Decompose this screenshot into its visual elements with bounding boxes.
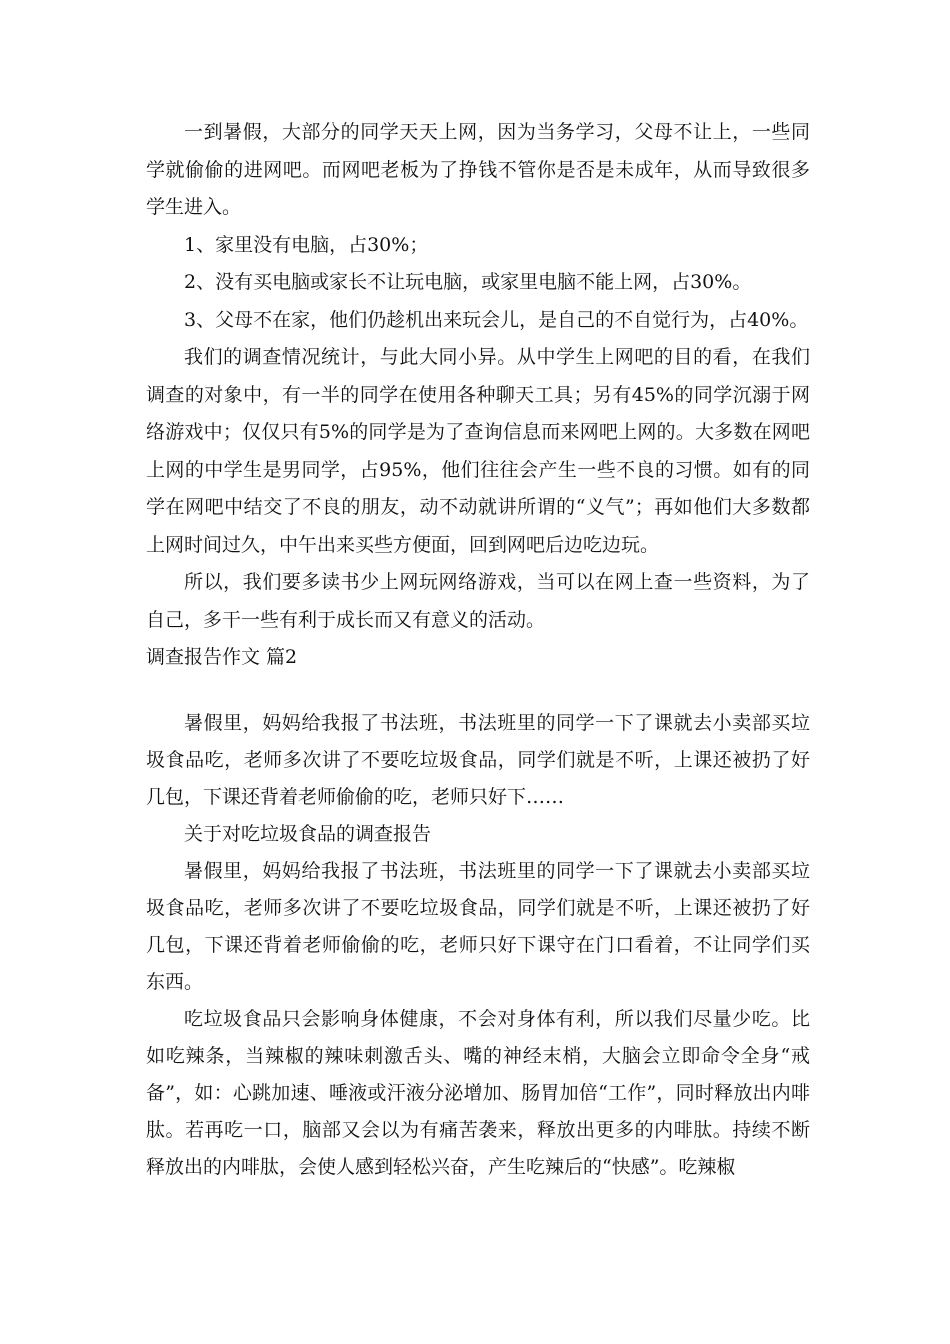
section-heading: 调查报告作文 篇2 (146, 646, 298, 668)
list-item-reason-1: 1、家里没有电脑，占30%； (184, 233, 429, 256)
paragraph-health-effects: 吃垃圾食品只会影响身体健康，不会对身体有利，所以我们尽量少吃。比如吃辣条，当辣椒的辣味刺激舌头、嘴的神经末梢，大脑会立即命令全身“戒备”，如：心跳加速、唾液或汗液分泌增加、肠胃加倍“工作”，同时释放出内啡肽。若再吃一口，脑部又会以为有痛苦袭来，释放出更多的内啡肽。持续不断释放出的内啡肽，会使人感到轻松兴奋，产生吃辣后的“快感”。吃辣椒 (146, 1008, 810, 1178)
list-item-reason-2: 2、没有买电脑或家长不让玩电脑，或家里电脑不能上网，占30%。 (184, 271, 752, 293)
report-title: 关于对吃垃圾食品的调查报告 (184, 823, 432, 845)
section-spacer (146, 679, 810, 705)
list-item-reason-3: 3、父母不在家，他们仍趁机出来玩会儿，是自己的不自觉行为，占40%。 (184, 308, 809, 331)
paragraph-conclusion: 所以，我们要多读书少上网玩网络游戏，当可以在网上查一些资料，为了自己，多干一些有利于成长而又有意义的活动。 (146, 571, 810, 631)
paragraph-intro: 一到暑假，大部分的同学天天上网，因为当务学习，父母不让上，一些同学就偷偷的进网吧。而网吧老板为了挣钱不管你是否是未成年，从而导致很多学生进入。 (146, 121, 810, 218)
paragraph-statistics: 我们的调查情况统计，与此大同小异。从中学生上网吧的目的看，在我们调查的对象中，有一半的同学在使用各种聊天工具；另有45%的同学沉溺于网络游戏中；仅仅只有5%的同学是为了查询信息而来网吧上网的。大多数在网吧上网的中学生是男同学，占95%，他们往往会产生一些不良的习惯。如有的同学在网吧中结交了不良的朋友，动不动就讲所谓的“义气”；再如他们大多数都上网时间过久，中午出来买些方便面，回到网吧后边吃边玩。 (146, 346, 810, 556)
document-body (146, 114, 810, 1186)
paragraph-excerpt: 暑假里，妈妈给我报了书法班，书法班里的同学一下了课就去小卖部买垃圾食品吃，老师多次讲了不要吃垃圾食品，同学们就是不听，上课还被扔了好几包，下课还背着老师偷偷的吃，老师只好下…… (146, 712, 810, 808)
paragraph-report-intro: 暑假里，妈妈给我报了书法班，书法班里的同学一下了课就去小卖部买垃圾食品吃，老师多次讲了不要吃垃圾食品，同学们就是不听，上课还被扔了好几包，下课还背着老师偷偷的吃，老师只好下课守在门口看着，不让同学们买东西。 (146, 860, 810, 993)
